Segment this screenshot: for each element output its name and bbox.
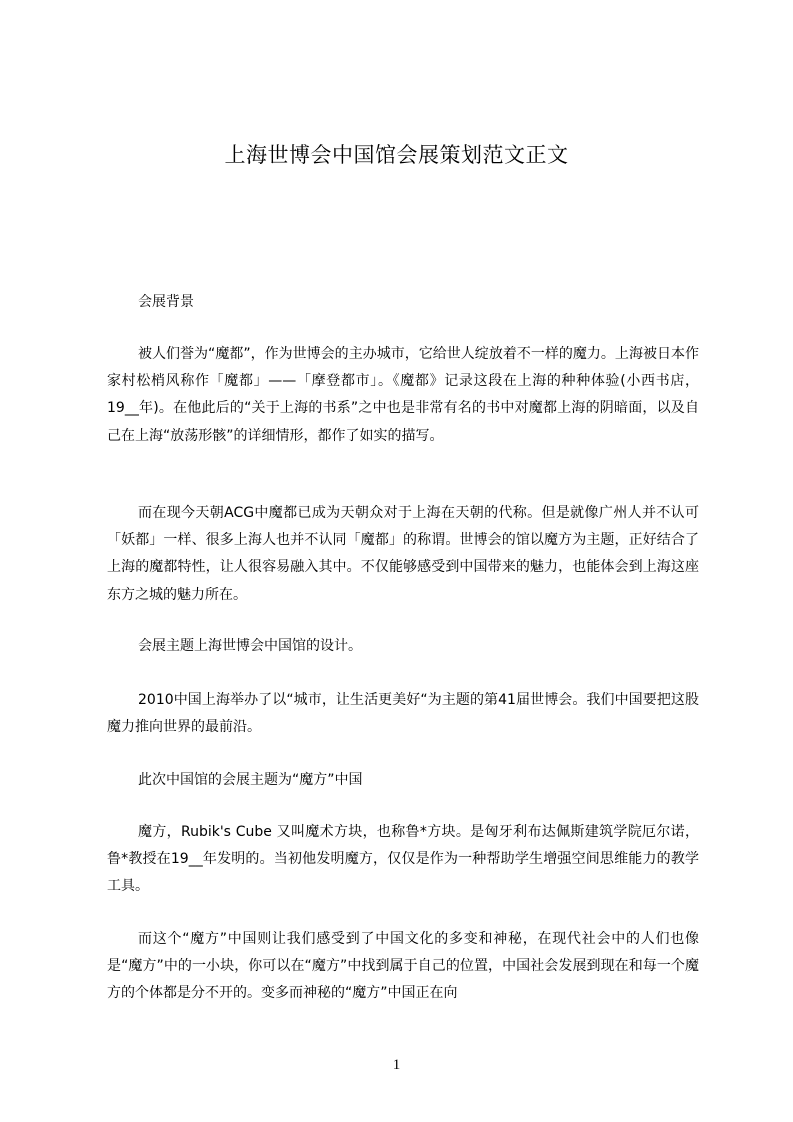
document-title: 上海世博会中国馆会展策划范文正文 (224, 143, 569, 167)
paragraph-2: 而在现今天朝ACG中魔都已成为天朝众对于上海在天朝的代称。但是就像广州人并不认可「妖都」一样、很多上海人也并不认同「魔都」的称谓。世博会的馆以魔方为主题，正好结合了上海的魔都特性，让人很容易融入其中。不仅能够感受到中国带来的魅力，也能体会到上海这座东方之城的魅力所在。 (107, 505, 699, 603)
section-heading-theme: 会展主题上海世博会中国馆的设计。 (138, 638, 362, 654)
paragraph-3: 2010中国上海举办了以“城市，让生活更美好“为主题的第41届世博会。我们中国要把这股魔力推向世界的最前沿。 (107, 692, 699, 736)
page-number: 1 (392, 1057, 401, 1073)
paragraph-1: 被人们誉为“魔都”，作为世博会的主办城市，它给世人绽放着不一样的魔力。上海被日本作家村松梢风称作「魔都」——「摩登都市」。《魔都》记录这段在上海的种种体验(小西书店，19__年)。在他此后的“关于上海的书系”之中也是非常有名的书中对魔都上海的阴暗面，以及自己在上海“放荡形骸”的详细情形，都作了如实的描写。 (107, 346, 699, 444)
section-heading-background: 会展背景 (138, 294, 194, 310)
paragraph-5: 而这个“魔方”中国则让我们感受到了中国文化的多变和神秘，在现代社会中的人们也像是“魔方”中的一小块，你可以在“魔方”中找到属于自己的位置，中国社会发展到现在和每一个魔方的个体都是分不开的。变多而神秘的“魔方”中国正在向 (107, 931, 699, 1002)
section-heading-cube: 此次中国馆的会展主题为“魔方”中国 (138, 772, 363, 788)
paragraph-4: 魔方，Rubik's Cube 又叫魔术方块，也称鲁*方块。是匈牙利布达佩斯建筑学院厄尔诺，鲁*教授在19__年发明的。当初他发明魔方，仅仅是作为一种帮助学生增强空间思维能力的教学工具。 (107, 824, 699, 895)
